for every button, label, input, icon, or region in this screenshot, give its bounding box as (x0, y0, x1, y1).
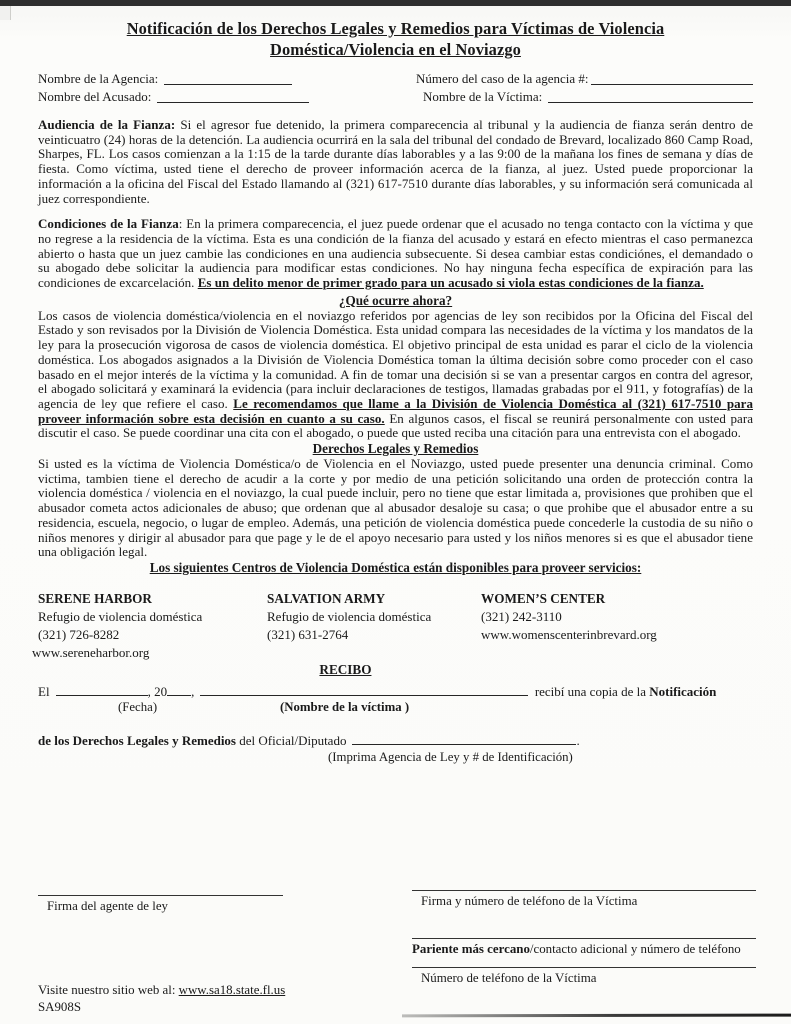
blank-line (157, 88, 309, 103)
blank-line (548, 88, 753, 103)
receipt-received-text: recibí una copia de la (534, 683, 646, 699)
officer-signature-label: Firma del agente de ley (47, 899, 168, 913)
page-title-line1: Notificación de los Derechos Legales y Remedios para Víctimas de Violencia (126, 19, 665, 38)
relative-contact-bold: Pariente más cercano (412, 942, 530, 956)
what-now-paragraph (38, 309, 753, 441)
website-note (38, 983, 285, 998)
receipt-rights-lead: de los Derechos Legales y Remedios (38, 732, 236, 748)
center-name: WOMEN’S CENTER (481, 590, 606, 606)
receipt-comma: , (191, 683, 195, 699)
receipt-el: El (38, 683, 50, 699)
accused-name-label: Nombre del Acusado: (38, 89, 152, 104)
relative-contact-label (412, 942, 756, 957)
page-title (38, 18, 753, 60)
header-fields (38, 70, 753, 106)
form-code: SA908S (38, 1000, 81, 1014)
victim-phone-label: Número de teléfono de la Víctima (421, 971, 597, 985)
header-fields-row1 (38, 70, 753, 88)
bail-conditions-body: : En la primera comparecencia, el juez puede ordenar que el acusado no tenga contacto con la víctima y que no regrese a la residencia de la víctima. Esta es una condición de la fianza del acusado y estará en efecto mientras el caso permanezca abierto o hasta que un juez cambie las condiciones en una audiencia subsecuente. Si desea cambiar estas condiciónes, el demandado o su abogado debe solicitar la audiencia para modificar estas condiciones. No hay ninguna fecha específica de expiración para las condiciones de excarcelación. (38, 216, 753, 291)
bail-conditions-lead: Condiciones de la Fianza (38, 216, 179, 232)
fecha-label: (Fecha) (118, 699, 158, 714)
signature-line (412, 890, 756, 891)
center-salvation-army (267, 590, 481, 662)
bail-hearing-paragraph (38, 118, 753, 206)
blank-line-officer (352, 730, 576, 745)
center-phone: (321) 631-2764 (267, 626, 349, 642)
victim-signature-group (412, 890, 756, 909)
blank-line-victim-name (200, 681, 528, 696)
form-content (32, 10, 754, 765)
victim-signature-block (412, 890, 756, 986)
blank-line-year (167, 681, 191, 696)
signature-line (412, 967, 756, 968)
website-note-text: Visite nuestro sitio web al: (38, 983, 176, 997)
centers-list (32, 590, 753, 662)
bail-hearing-lead: Audiencia de la Fianza: (38, 117, 176, 132)
agency-name-field (38, 70, 416, 88)
scan-edge-artifact (0, 0, 791, 6)
victim-phone-group (412, 967, 756, 986)
blank-line (591, 70, 753, 85)
receipt-heading: RECIBO (319, 661, 372, 677)
website-url: www.sa18.state.fl.us (178, 983, 286, 997)
imprima-caption: (Imprima Agencia de Ley y # de Identificación) (328, 749, 573, 764)
center-description: Refugio de violencia doméstica (38, 608, 203, 624)
center-description: Refugio de violencia doméstica (267, 608, 432, 624)
receipt-line-2 (38, 730, 753, 749)
receipt-labels-row (38, 700, 753, 717)
bail-hearing-body: Si el agresor fue detenido, la primera comparecencia al tribunal y la audiencia de fianza serán dentro de veinticuatro (24) horas de la detención. La audiencia ocurrirá en la sala del tribunal del condado de Brevard, localizado 860 Camp Road, Sharpes, FL. Los casos comienzan a la 1:15 de la tarde durante días laborables y a las 9:00 de la mañana los fines de semana y días de fiesta. Como víctima, usted tiene el derecho de proveer información acerca de la fianza, al juez. Usted puede proporcionar la información a la oficina del Fiscal del Estado llamando al (321) 617-7510 durante días laborables, y su información será comunicada al juez correspondiente. (38, 117, 754, 206)
legal-rights-paragraph: Si usted es la víctima de Violencia Doméstica/o de Violencia en el Noviazgo, usted puede presenter una denuncia criminal. Como victima, tambien tiene el derecho de acudir a la corte y por medio de una petición solicitando una orden de protección contra la violencia doméstica / violencia en el noviazgo, la cual puede incluir, pero no tiene que estar limitada a, provisiones que prohiben que el abusador cometa actos adicionales de abuso; que ordenan que al abusador desaloje su casa; o que prohibe que el abusador entre a su residencia, escuela, negocio, o lugar de empleo. Además, una petición de violencia doméstica puede concederle la custodia de su niño o niños menores y dirigir al abusador para que page y le de el apoyo necesario para usted y los niños menores si es que el abusador tiene una obligación legal. (38, 456, 753, 560)
receipt-notification-bold: Notificación (649, 683, 717, 699)
blank-line-date (56, 681, 148, 696)
page-title-line2: Doméstica/Violencia en el Noviazgo (270, 40, 521, 59)
center-name: SERENE HARBOR (38, 590, 152, 606)
accused-name-field (38, 88, 416, 106)
center-name: SALVATION ARMY (267, 590, 386, 606)
scan-smudge-artifact (402, 1014, 791, 1018)
relative-contact-group (412, 938, 756, 957)
agency-name-label: Nombre de la Agencia: (38, 71, 159, 86)
victim-signature-label: Firma y número de teléfono de la Víctima (421, 894, 638, 908)
center-womens-center (481, 590, 753, 662)
what-now-body-2: En algunos casos, el fiscal se reunirá personalmente con usted para discutir el caso. Se puede coordinar una cita con el abogado, o puede que usted reciba una citación para una entrevista con el abogado. (38, 410, 753, 441)
case-number-field (416, 70, 753, 88)
what-now-heading: ¿Qué ocurre ahora? (338, 292, 453, 308)
spacer (309, 88, 416, 106)
center-phone: (321) 242-3110 (481, 608, 562, 624)
center-website: www.sereneharbor.org (32, 644, 150, 660)
center-serene-harbor (32, 590, 267, 662)
receipt-line-1 (38, 681, 753, 700)
center-phone: (321) 726-8282 (38, 626, 120, 642)
case-number-label: Número del caso de la agencia #: (416, 71, 589, 86)
bail-conditions-paragraph (38, 217, 753, 291)
what-now-emphasis: Le recomendamos que llame a la División de Violencia Doméstica al (321) 617-7510 para proveer información sobre esta decisión en cuanto a su caso. (38, 395, 753, 426)
victim-name-field (416, 88, 753, 106)
receipt-20: , 20 (147, 683, 168, 699)
signature-line (38, 895, 283, 896)
center-website: www.womenscenterinbrevard.org (481, 626, 657, 642)
legal-rights-heading: Derechos Legales y Remedios (312, 441, 479, 457)
what-now-body-1: Los casos de violencia doméstica/violencia en el noviazgo referidos por agencias de ley son recibidos por la Oficina del Fiscal del Estado y son revisados por la División de Violencia Doméstica. Esta unidad compara las necesidades de la víctima y los mandatos de la ley para la prosecución vigorosa de casos de violencia doméstica. El objetivo principal de esta unidad es parar el ciclo de la violencia doméstica. Los abogados asignados a la División de Violencia Doméstica toman la última decisión sobre como proceder con el caso basado en el mejor interés de la víctima y la comunidad. A fin de tomar una decisión si se van a presentar cargos en contra del agresor, el abogado solicitará y examinará la evidencia (para incluir declaraciones de testigos, llamadas grabadas por el 911, y fotografías) de la agencia de ley que refiere el caso. (38, 307, 753, 411)
officer-signature-block (38, 895, 288, 1014)
receipt-official-text: del Oficial/Diputado (239, 732, 347, 748)
spacer (292, 70, 416, 88)
signature-line (412, 938, 756, 939)
blank-line (164, 70, 292, 85)
centers-heading: Los siguientes Centros de Violencia Doméstica están disponibles para proveer servicios: (149, 559, 642, 575)
header-fields-row2 (38, 88, 753, 106)
receipt-period: . (576, 732, 580, 748)
victim-name-label: Nombre de la Víctima: (423, 89, 543, 104)
relative-contact-rest: /contacto adicional y número de teléfono (529, 942, 741, 956)
victim-name-caption: (Nombre de la víctima ) (280, 699, 410, 714)
bail-conditions-emphasis: Es un delito menor de primer grado para un acusado si viola estas condiciones de la fianza. (197, 275, 704, 291)
